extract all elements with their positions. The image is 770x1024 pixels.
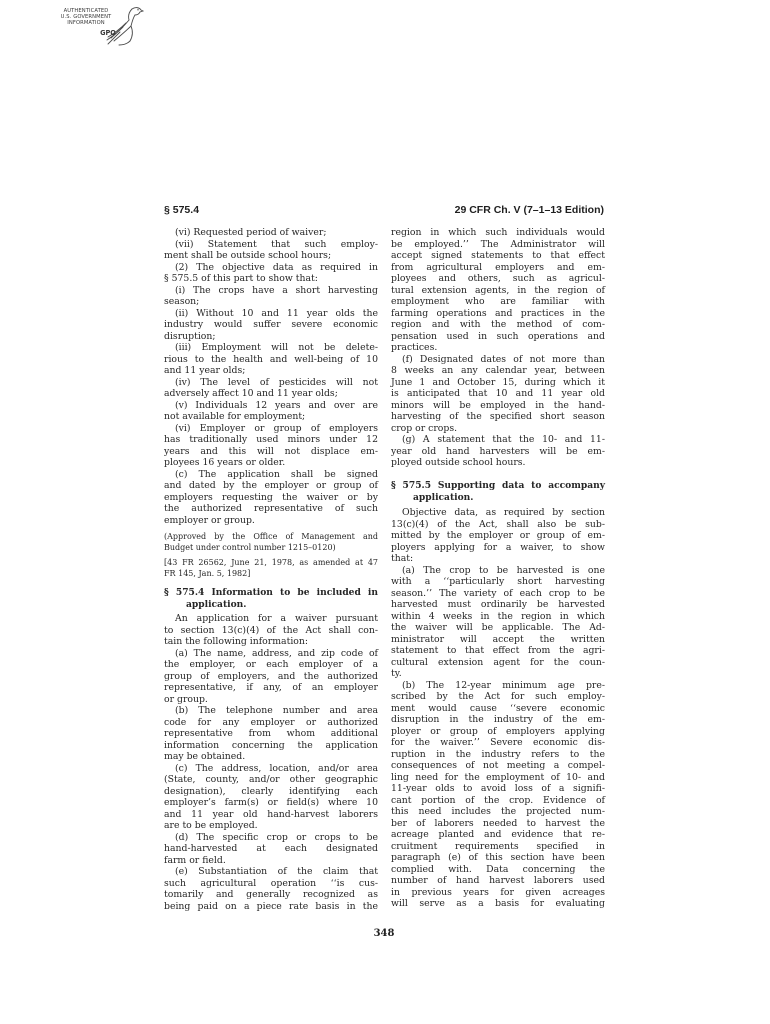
text-line: has traditionally used minors under 12	[164, 434, 378, 445]
text-line: such agricultural operation ‘‘is cus-	[164, 877, 378, 889]
gpo-authentication-logo	[54, 4, 146, 48]
source-citation	[164, 557, 378, 579]
text-line: mitted by the employer or group of em-	[391, 530, 605, 541]
text-line: may be obtained.	[164, 751, 246, 762]
text-line: ministrator will accept the written	[391, 633, 605, 645]
text-line: region and with the method of com-	[391, 319, 605, 330]
note-line: [43 FR 26562, June 21, 1978, as amended at 47	[164, 558, 378, 567]
section-heading-line: application.	[186, 598, 247, 610]
note-line: (Approved by the Office of Management and	[164, 532, 378, 541]
text-line: being paid on a piece rate basis in the	[164, 900, 378, 912]
text-line: for the waiver.’’ Severe economic dis-	[391, 737, 605, 748]
text-line: year old hand harvesters will be em-	[391, 445, 605, 457]
text-line: will serve as a basis for evaluating	[391, 898, 605, 909]
text-line: from agricultural employers and em-	[391, 261, 605, 273]
text-line: § 575.5 of this part to show that:	[164, 273, 318, 284]
text-line: crop or crops.	[391, 422, 458, 434]
text-line: (c) The application shall be signed	[175, 468, 378, 480]
section-575-4-body	[164, 613, 378, 912]
text-line: disruption in the industry of the em-	[391, 714, 605, 725]
text-line: employment who are familiar with	[391, 296, 605, 307]
text-line: (iii) Employment will not be delete-	[175, 342, 378, 353]
text-line: employer’s farm(s) or field(s) where 10	[164, 797, 378, 808]
text-line: industry would suffer severe economic	[164, 319, 378, 330]
text-line: the authorized representative of such	[164, 503, 378, 514]
text-line: the waiver will be applicable. The Ad-	[391, 622, 605, 633]
text-line: (a) The name, address, and zip code of	[175, 647, 378, 659]
text-line: tural extension agents, in the region of	[391, 284, 605, 296]
text-line: harvesting of the specified short season	[391, 411, 605, 422]
text-line: are to be employed.	[164, 820, 258, 831]
text-line: is anticipated that 10 and 11 year old	[391, 388, 605, 399]
text-line: ployed outside school hours.	[391, 457, 526, 468]
section-575-4-heading	[164, 587, 378, 610]
text-line: (ii) Without 10 and 11 year olds the	[175, 307, 378, 319]
text-line: (v) Individuals 12 years and over are	[175, 399, 378, 411]
text-line: in previous years for given acreages	[391, 886, 605, 898]
logo-line: U.S. GOVERNMENT	[60, 14, 112, 20]
text-line: tain the following information:	[164, 636, 309, 647]
text-line: designation), clearly identifying each	[164, 785, 378, 797]
text-line: or group.	[164, 693, 208, 705]
text-line: and dated by the employer or group of	[164, 480, 378, 491]
text-line: representative from whom additional	[164, 728, 378, 739]
text-line: ling need for the employment of 10- and	[391, 771, 605, 783]
text-line: (vi) Requested period of waiver;	[175, 227, 327, 238]
text-line: be employed.’’ The Administrator will	[391, 238, 605, 250]
text-line: harvested must ordinarily be harvested	[391, 599, 605, 610]
text-line: within 4 weeks in the region in which	[391, 610, 605, 622]
text-line: group of employers, and the authorized	[164, 670, 378, 682]
text-line: adversely affect 10 and 11 year olds;	[164, 388, 338, 399]
text-line: tomarily and generally recognized as	[164, 889, 378, 900]
text-line: with a ‘‘particularly short harvesting	[391, 576, 605, 587]
text-line: accept signed statements to that effect	[391, 250, 605, 261]
text-line: (a) The crop to be harvested is one	[402, 564, 605, 576]
text-line: ment shall be outside school hours;	[164, 250, 332, 261]
section-heading-line: § 575.5 Supporting data to accompany	[391, 480, 605, 491]
text-line: (b) The 12-year minimum age pre-	[402, 679, 605, 691]
text-line: cruitment requirements specified in	[391, 840, 605, 852]
text-line: to section 13(c)(4) of the Act shall con-	[164, 624, 378, 636]
text-line: season;	[164, 296, 200, 307]
text-line: ber of laborers needed to harvest the	[391, 817, 605, 829]
text-line: ty.	[391, 668, 402, 679]
text-line: (iv) The level of pesticides will not	[175, 376, 378, 388]
text-line: consequences of not meeting a compel-	[391, 760, 605, 771]
text-line: (f) Designated dates of not more than	[402, 353, 605, 365]
text-line: 8 weeks an any calendar year, between	[391, 365, 605, 376]
text-line: information concerning the application	[164, 739, 378, 751]
text-line: scribed by the Act for such employ-	[391, 691, 605, 702]
text-line: (vii) Statement that such employ-	[175, 238, 378, 250]
text-line: pensation used in such operations and	[391, 330, 605, 342]
text-line: (2) The objective data as required in	[175, 261, 378, 273]
text-line: Objective data, as required by section	[402, 507, 605, 518]
gpo-mark: GPO	[100, 29, 116, 37]
text-line: farming operations and practices in the	[391, 307, 605, 319]
section-heading-line: application.	[413, 491, 474, 503]
text-line: ployer or group of employers applying	[391, 725, 605, 737]
right-column-continued-text	[391, 227, 605, 469]
text-line: (d) The specific crop or crops to be	[175, 831, 378, 843]
eagle-emblem-icon	[102, 4, 144, 48]
text-line: this need includes the projected num-	[391, 806, 605, 817]
text-line: (c) The address, location, and/or area	[175, 762, 378, 774]
text-line: code for any employer or authorized	[164, 716, 378, 728]
text-line: not available for employment;	[164, 411, 306, 422]
text-line: the employer, or each employer of a	[164, 659, 378, 670]
text-line: paragraph (e) of this section have been	[391, 852, 605, 863]
text-line: cultural extension agent for the coun-	[391, 656, 605, 668]
text-line: (g) A statement that the 10- and 11-	[402, 434, 605, 445]
text-line: statement to that effect from the agri-	[391, 645, 605, 656]
text-line: representative, if any, of an employer	[164, 682, 378, 693]
text-line: employers requesting the waiver or by	[164, 491, 378, 503]
text-line: acreage planted and evidence that re-	[391, 829, 605, 840]
text-line: 11-year olds to avoid loss of a signifi-	[391, 783, 605, 794]
logo-line: AUTHENTICATED	[63, 8, 109, 14]
section-heading-line: § 575.4 Information to be included in	[164, 587, 378, 598]
text-line: (e) Substantiation of the claim that	[175, 866, 378, 877]
page-number: 348	[373, 928, 395, 939]
text-line: disruption;	[164, 330, 216, 342]
note-line: FR 145, Jan. 5, 1982]	[164, 569, 251, 578]
omb-approval-note	[164, 531, 378, 553]
text-line: (i) The crops have a short harvesting	[175, 284, 378, 296]
text-line: ployees and others, such as agricul-	[391, 273, 605, 284]
text-line: 13(c)(4) of the Act, shall also be sub-	[391, 518, 605, 530]
header-edition: 29 CFR Ch. V (7–1–13 Edition)	[454, 204, 604, 216]
text-line: complied with. Data concerning the	[391, 863, 605, 875]
text-line: number of hand harvest laborers used	[391, 875, 605, 886]
text-line: practices.	[391, 342, 438, 353]
text-line: cant portion of the crop. Evidence of	[391, 794, 605, 806]
header-section-number: § 575.4	[164, 204, 200, 216]
text-line: An application for a waiver pursuant	[175, 613, 378, 624]
text-line: minors will be employed in the hand-	[391, 399, 605, 411]
text-line: season.’’ The variety of each crop to be	[391, 587, 605, 599]
text-line: and 11 year old hand-harvest laborers	[164, 808, 378, 820]
text-line: (vi) Employer or group of employers	[175, 422, 378, 434]
text-line: ment would cause ‘‘severe economic	[391, 702, 605, 714]
text-line: years and this will not displace em-	[164, 445, 378, 457]
text-line: farm or field.	[164, 854, 226, 866]
text-line: and 11 year olds;	[164, 365, 246, 376]
text-line: ployees 16 years or older.	[164, 457, 286, 468]
logo-line: INFORMATION	[67, 20, 105, 26]
text-line: employer or group.	[164, 514, 255, 526]
note-line: Budget under control number 1215–0120)	[164, 543, 336, 552]
text-line: region in which such individuals would	[391, 227, 605, 238]
section-575-5-body	[391, 507, 605, 910]
text-line: ruption in the industry refers to the	[391, 748, 605, 760]
text-line: rious to the health and well-being of 10	[164, 353, 378, 365]
text-line: June 1 and October 15, during which it	[391, 376, 605, 388]
text-line: hand-harvested at each designated	[164, 843, 378, 854]
text-line: ployers applying for a waiver, to show	[391, 541, 605, 553]
text-line: that:	[391, 553, 414, 564]
left-column-continued-text	[164, 227, 378, 526]
section-575-5-heading	[391, 480, 605, 503]
text-line: (b) The telephone number and area	[175, 705, 378, 716]
text-line: (State, county, and/or other geographic	[164, 774, 378, 785]
